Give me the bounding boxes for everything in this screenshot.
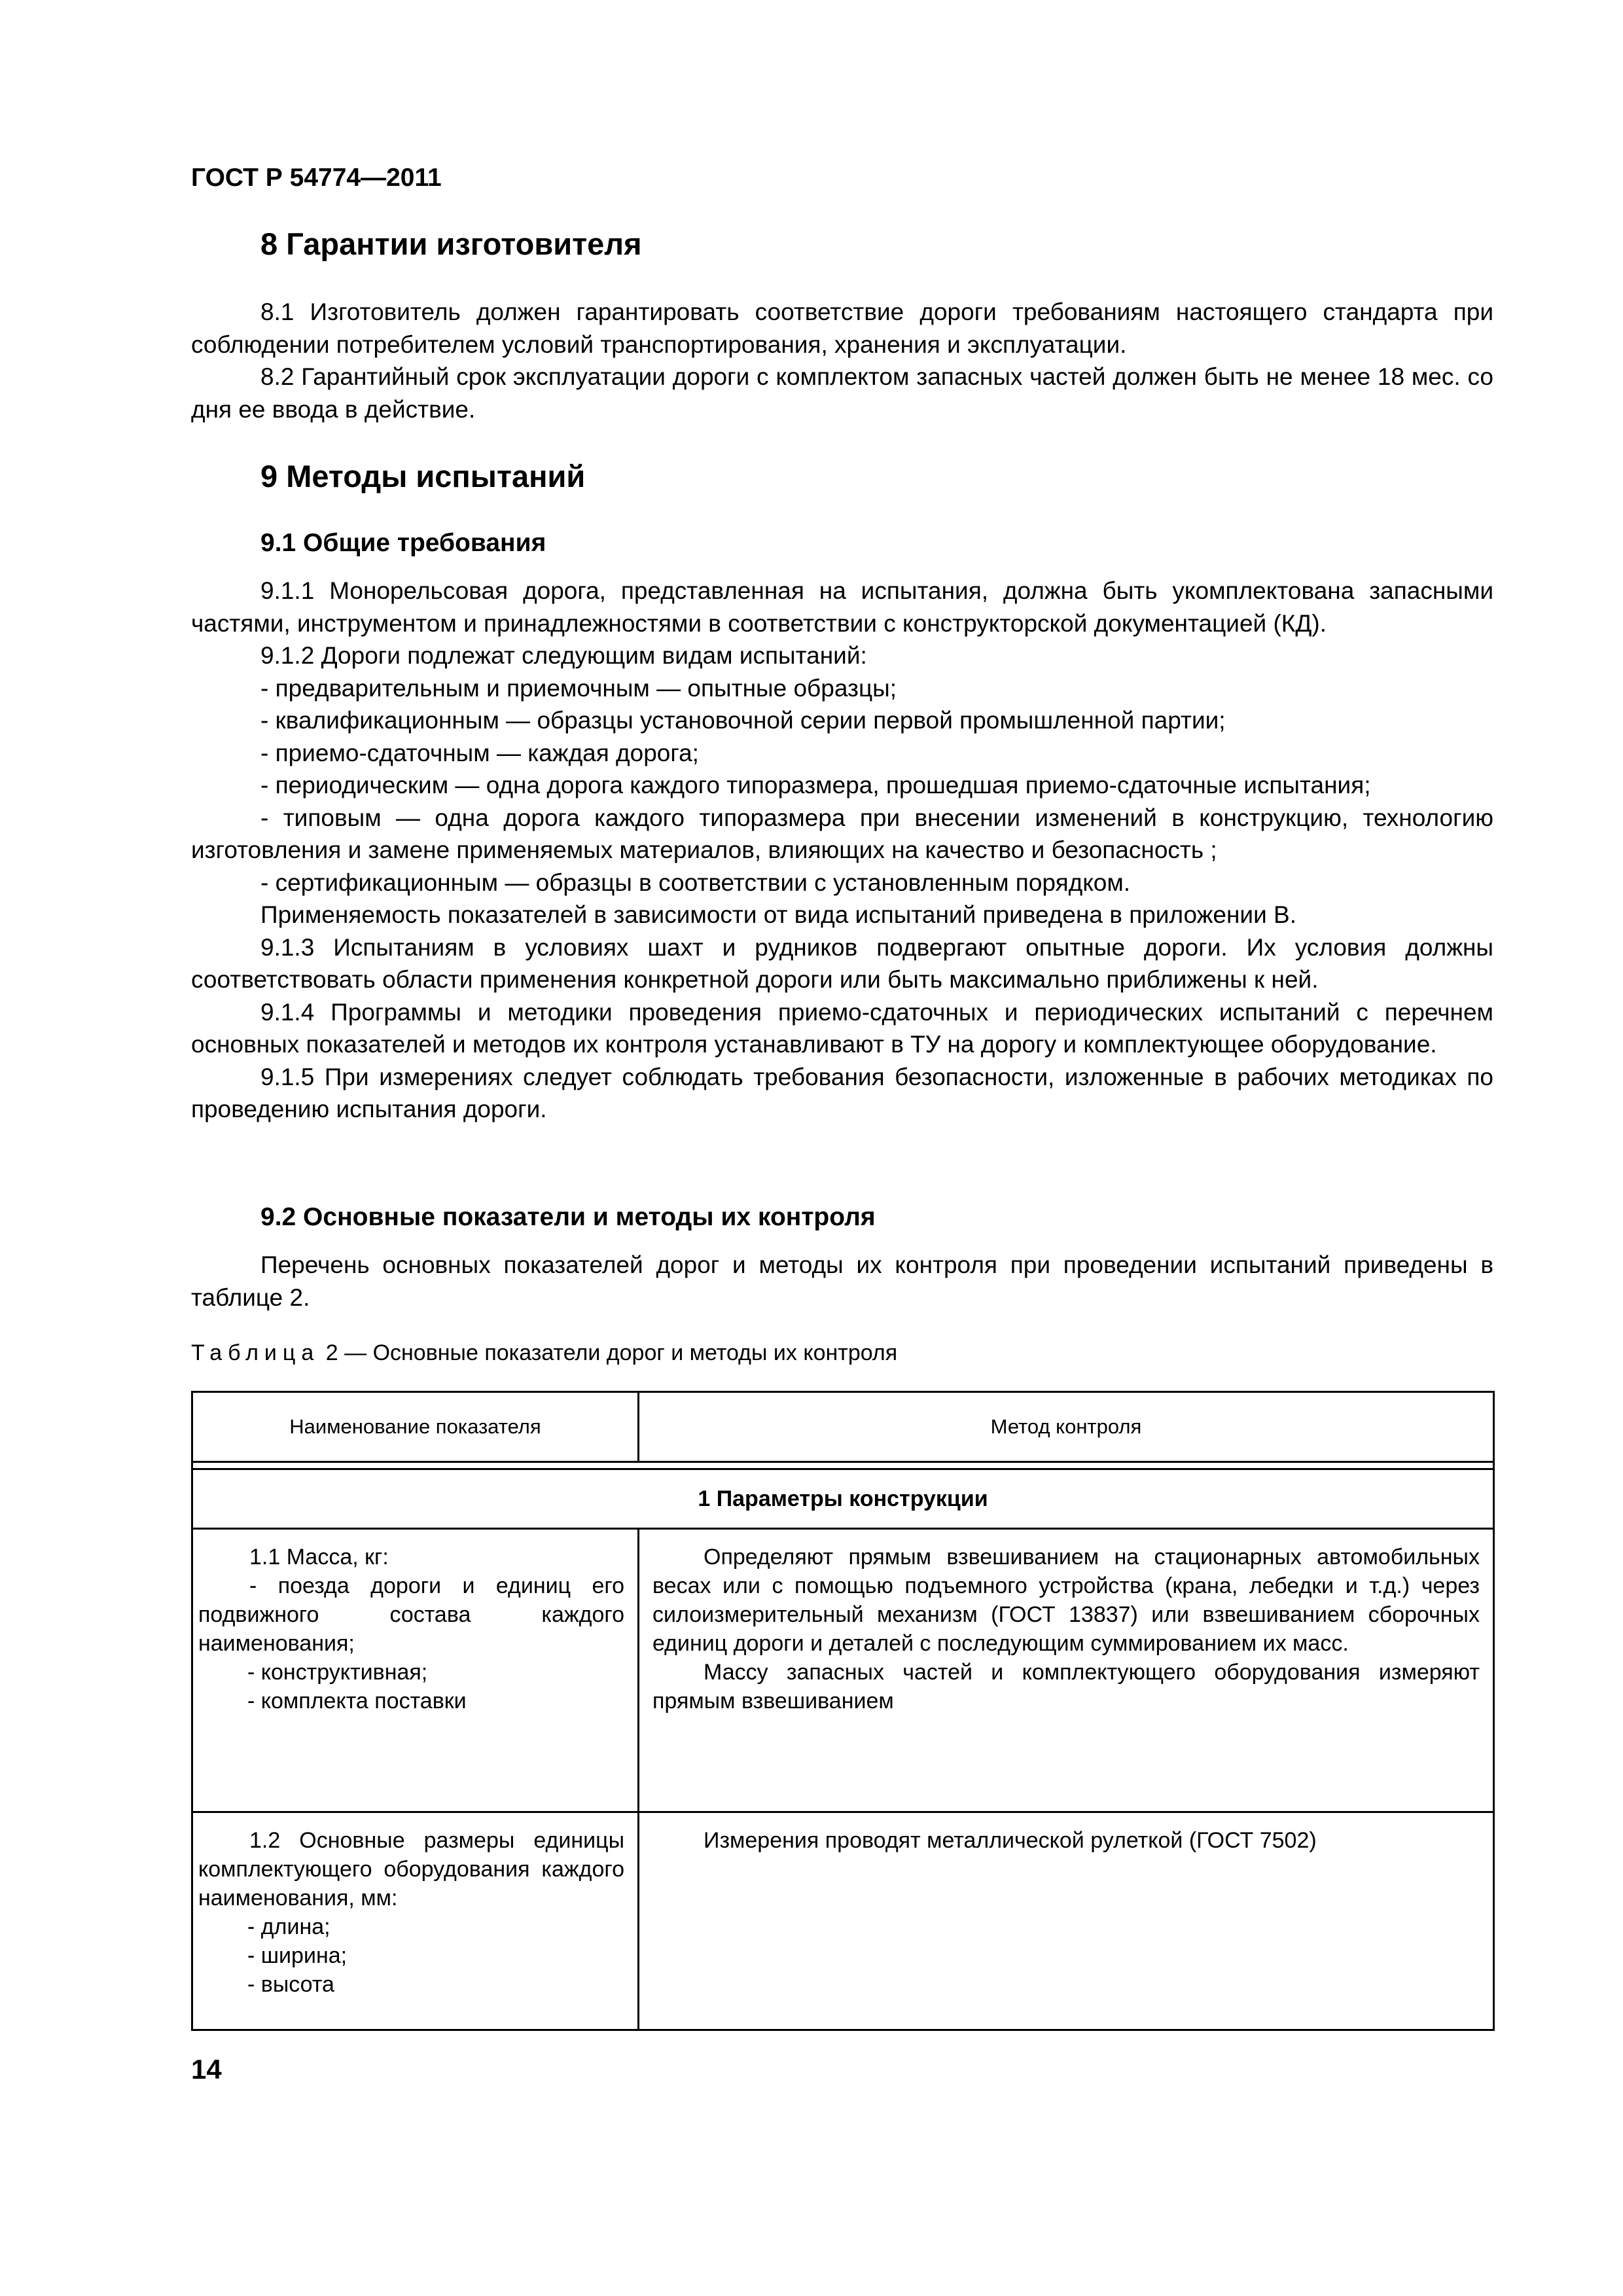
- method-text: Определяют прямым взвешиванием на стационарных автомобильных весах или с помощью подъемного устройства (крана, лебедки и т.д.) через силоизмерительный механизм (ГОСТ 13837) или взвешиванием сборочных единиц дороги и деталей с последующим суммированием их масс.: [652, 1545, 1480, 1656]
- list-item-typical: - типовым — одна дорога каждого типоразмера при внесении изменений в конструкцию, технологию изготовления и замене применяемых материалов, влияющих на качество и безопасность ;: [191, 804, 1493, 863]
- table-caption-text: 2 — Основные показатели дорог и методы их контроля: [325, 1340, 898, 1365]
- list-item: - предварительным и приемочным — опытные образцы;: [260, 674, 897, 702]
- row-item: - ширина;: [247, 1943, 348, 1968]
- section-9-1-body: [191, 575, 1493, 1126]
- table-row: [192, 1529, 1494, 1812]
- table-section-row: [192, 1469, 1494, 1529]
- paragraph-applicability: Применяемость показателей в зависимости от вида испытаний приведена в приложении В.: [260, 901, 1296, 928]
- list-item-certification: - сертификационным — образцы в соответствии с установленным порядком.: [260, 869, 1131, 896]
- column-header-indicator: Наименование показателя: [192, 1392, 639, 1462]
- paragraph-9-1-5: 9.1.5 При измерениях следует соблюдать требования безопасности, изложенные в рабочих методиках по проведению испытания дороги.: [191, 1063, 1493, 1122]
- paragraph-8-2: 8.2 Гарантийный срок эксплуатации дороги с комплектом запасных частей должен быть не менее 18 мес. со дня ее ввода в действие.: [191, 363, 1493, 423]
- table-cell-method: [639, 1529, 1494, 1812]
- paragraph-9-1-1: 9.1.1 Монорельсовая дорога, представленная на испытания, должна быть укомплектована запасными частями, инструментом и принадлежностями в соответствии с конструкторской документацией (КД).: [191, 577, 1493, 637]
- section-9-2-body: [191, 1249, 1493, 1314]
- section-8-title: 8 Гарантии изготовителя: [260, 226, 642, 261]
- paragraph-9-1-3: 9.1.3 Испытаниям в условиях шахт и рудников подвергают опытные дороги. Их условия должны соответствовать области применения конкретной дороги или быть максимально приближены к ней.: [191, 933, 1493, 993]
- table-cell-indicator: [192, 1812, 639, 2030]
- table-caption: [191, 1340, 897, 1366]
- method-text: Массу запасных частей и комплектующего оборудования измеряют прямым взвешиванием: [652, 1660, 1480, 1713]
- row-title: 1.2 Основные размеры единицы комплектующего оборудования каждого наименования, мм:: [198, 1828, 624, 1910]
- table-2: [191, 1391, 1495, 2031]
- table-header-row: [192, 1392, 1494, 1462]
- table-cell-method: [639, 1812, 1494, 2030]
- paragraph-8-1: 8.1 Изготовитель должен гарантировать соответствие дороги требованиям настоящего стандарта при соблюдении потребителем условий транспортирования, хранения и эксплуатации.: [191, 298, 1493, 358]
- row-item: - конструктивная;: [247, 1660, 428, 1685]
- document-id: ГОСТ Р 54774—2011: [191, 164, 442, 192]
- paragraph-9-1-4: 9.1.4 Программы и методики проведения приемо-сдаточных и периодических испытаний с перечнем основных показателей и методов их контроля устанавливают в ТУ на дорогу и комплектующее оборудование.: [191, 998, 1493, 1058]
- paragraph-9-2: Перечень основных показателей дорог и методы их контроля при проведении испытаний приведены в таблице 2.: [191, 1251, 1493, 1311]
- table-section-title: 1 Параметры конструкции: [192, 1469, 1494, 1529]
- table-caption-label: Таблица: [191, 1340, 320, 1365]
- table-cell-indicator: [192, 1529, 639, 1812]
- header-separator: [192, 1462, 1494, 1469]
- section-8-body: [191, 296, 1493, 425]
- row-item: - комплекта поставки: [247, 1689, 467, 1713]
- row-item: - высота: [247, 1972, 334, 1997]
- row-item: - длина;: [247, 1914, 330, 1939]
- row-title: 1.1 Масса, кг:: [249, 1545, 389, 1570]
- method-text: Измерения проводят металлической рулеткой (ГОСТ 7502): [704, 1828, 1317, 1853]
- page-number: 14: [191, 2054, 222, 2085]
- column-header-method: Метод контроля: [639, 1392, 1494, 1462]
- section-9-title: 9 Методы испытаний: [260, 459, 586, 493]
- subsection-9-2-title: 9.2 Основные показатели и методы их контроля: [260, 1203, 876, 1231]
- list-item: - квалификационным — образцы установочной серии первой промышленной партии;: [260, 707, 1226, 734]
- table-row: [192, 1812, 1494, 2030]
- row-item: - поезда дороги и единиц его подвижного состава каждого наименования;: [198, 1573, 624, 1656]
- list-item: - периодическим — одна дорога каждого типоразмера, прошедшая приемо-сдаточные испытания;: [260, 772, 1371, 798]
- subsection-9-1-title: 9.1 Общие требования: [260, 529, 546, 557]
- paragraph-9-1-2: 9.1.2 Дороги подлежат следующим видам испытаний:: [260, 642, 867, 669]
- list-item: - приемо-сдаточным — каждая дорога;: [260, 739, 699, 766]
